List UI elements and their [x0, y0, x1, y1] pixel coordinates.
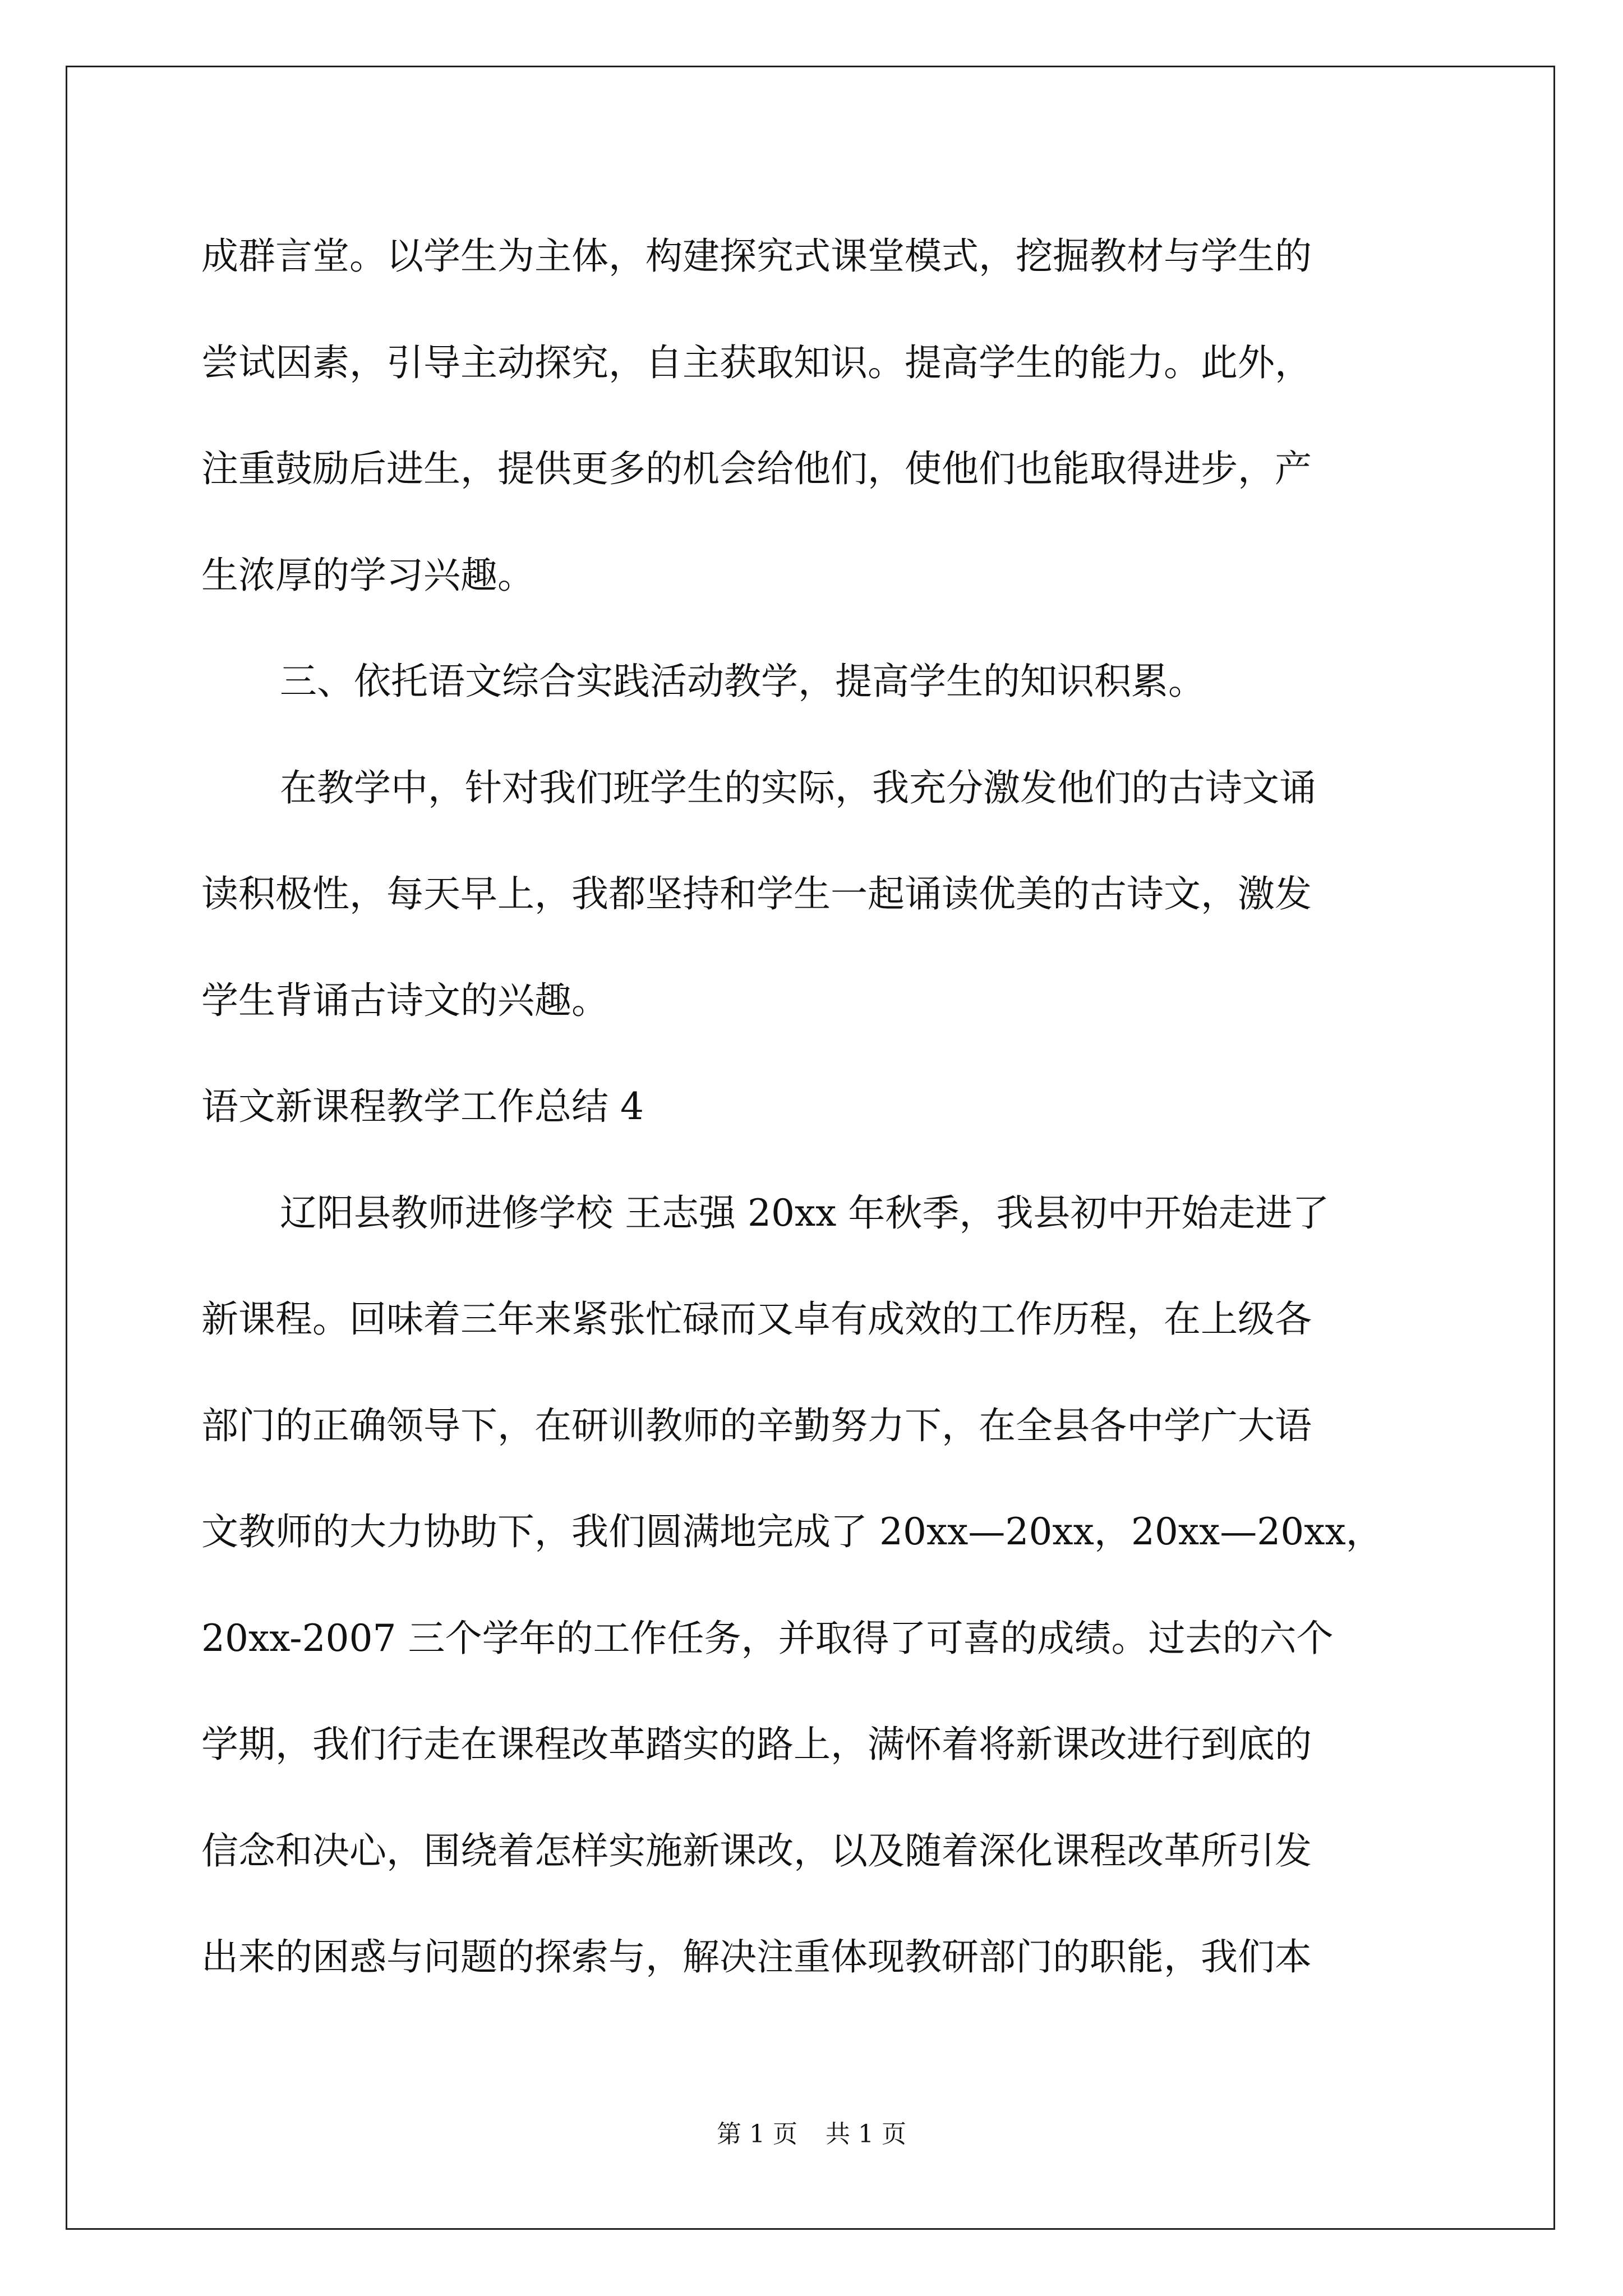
- body-line: 读积极性，每天早上，我都坚持和学生一起诵读优美的古诗文，激发: [201, 872, 1312, 915]
- page-total: 共 1 页: [826, 2120, 906, 2148]
- page-footer: [0, 2118, 1623, 2151]
- body-line: 信念和决心，围绕着怎样实施新课改，以及随着深化课程改革所引发: [201, 1829, 1312, 1872]
- paragraph-start: 在教学中，针对我们班学生的实际，我充分激发他们的古诗文诵: [280, 766, 1316, 809]
- body-line: 学生背诵古诗文的兴趣。: [201, 978, 608, 1022]
- document-body: [201, 203, 1463, 2010]
- paragraph-start: 辽阳县教师进修学校 王志强 20xx 年秋季，我县初中开始走进了: [280, 1191, 1330, 1235]
- body-line: 文教师的大力协助下，我们圆满地完成了 20xx—20xx，20xx—20xx，: [201, 1510, 1383, 1553]
- body-line: 成群言堂。以学生为主体，构建探究式课堂模式，挖掘教材与学生的: [201, 234, 1312, 278]
- body-line: 生浓厚的学习兴趣。: [201, 553, 534, 597]
- section-heading-three: 三、依托语文综合实践活动教学，提高学生的知识积累。: [280, 660, 1205, 703]
- body-line: 部门的正确领导下，在研训教师的辛勤努力下，在全县各中学广大语: [201, 1404, 1312, 1447]
- article-title: 语文新课程教学工作总结 4: [201, 1085, 644, 1128]
- page-number: 第 1 页: [717, 2120, 797, 2148]
- body-line: 出来的困惑与问题的探索与，解决注重体现教研部门的职能，我们本: [201, 1935, 1312, 1978]
- body-line: 尝试因素，引导主动探究，自主获取知识。提高学生的能力。此外，: [201, 341, 1312, 384]
- body-line: 学期，我们行走在课程改革踏实的路上，满怀着将新课改进行到底的: [201, 1723, 1312, 1766]
- body-line: 20xx-2007 三个学年的工作任务，并取得了可喜的成绩。过去的六个: [201, 1616, 1334, 1660]
- body-line: 新课程。回味着三年来紧张忙碌而又卓有成效的工作历程，在上级各: [201, 1297, 1312, 1341]
- body-line: 注重鼓励后进生，提供更多的机会给他们，使他们也能取得进步，产: [201, 447, 1312, 490]
